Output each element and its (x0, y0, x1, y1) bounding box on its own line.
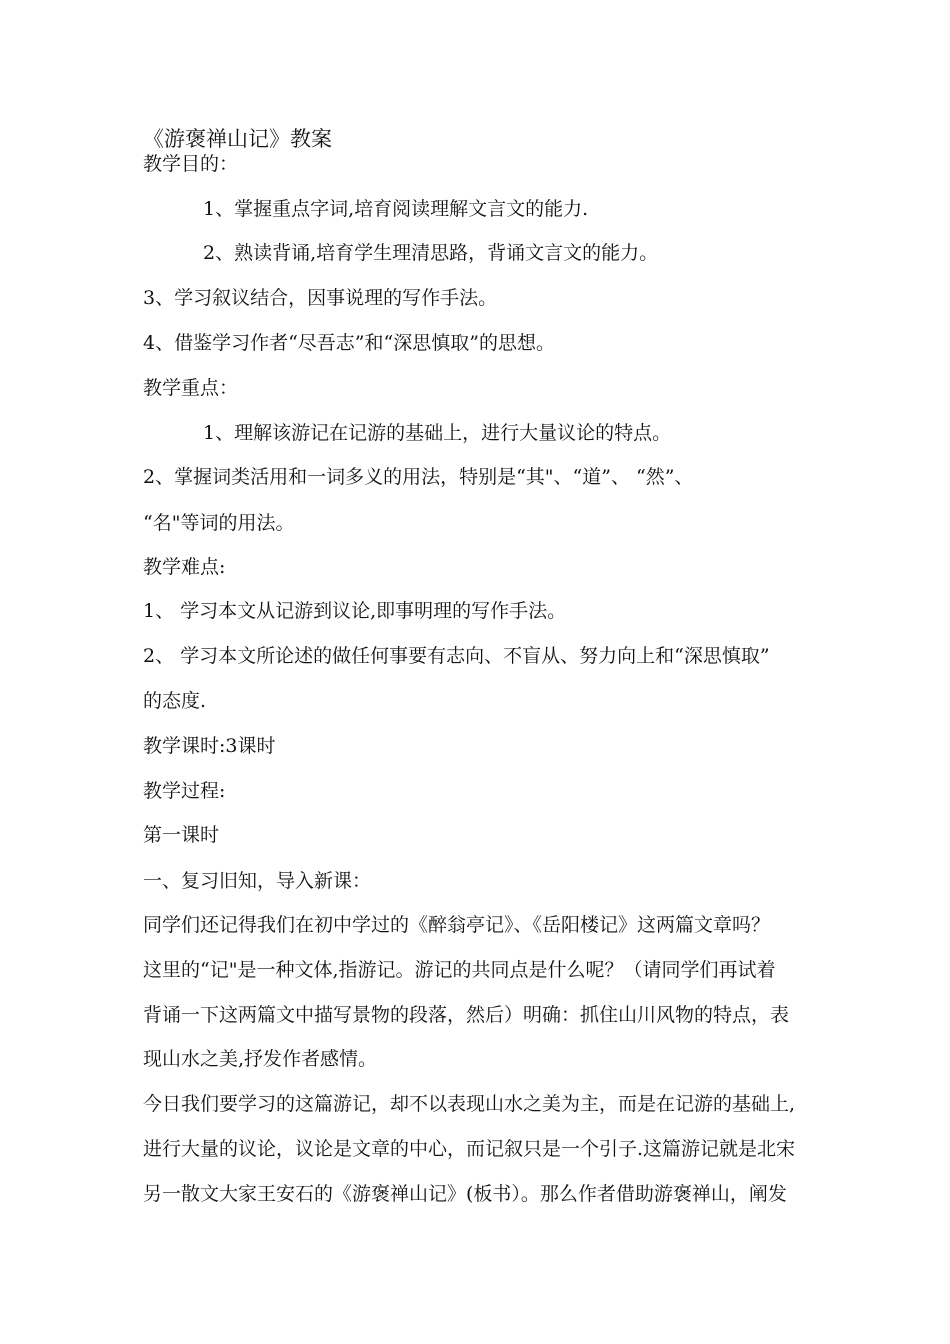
text-line: 背诵一下这两篇文中描写景物的段落，然后）明确：抓住山川风物的特点，表 (143, 1004, 790, 1026)
text-line: 这里的“记"是一种文体,指游记。游记的共同点是什么呢？（请同学们再试着 (143, 959, 776, 981)
section-heading-key-points: 教学重点： (143, 377, 239, 399)
text-line: 教学课时:3课时 (143, 735, 276, 757)
text-line: 2、熟读背诵,培育学生理清思路，背诵文言文的能力。 (203, 242, 659, 264)
text-line: 进行大量的议论，议论是文章的中心，而记叙只是一个引子.这篇游记就是北宋 (143, 1138, 796, 1160)
text-line: 1、 学习本文从记游到议论,即事明理的写作手法。 (143, 600, 567, 622)
text-line: 另一散文大家王安石的《游褒禅山记》(板书）。那么作者借助游褒禅山，阐发 (143, 1183, 787, 1205)
text-line: 2、掌握词类活用和一词多义的用法，特别是“其"、“道”、 “然”、 (143, 466, 694, 488)
text-line: 4、借鉴学习作者“尽吾志”和“深思慎取”的思想。 (143, 332, 555, 354)
section-heading-objectives: 教学目的： (143, 153, 239, 175)
text-line: “名"等词的用法。 (143, 512, 295, 534)
text-line: 1、掌握重点字词,培育阅读理解文言文的能力. (203, 198, 589, 220)
text-line: 同学们还记得我们在初中学过的《醉翁亭记》、《岳阳楼记》这两篇文章吗？ (143, 914, 771, 936)
text-line: 第一课时 (143, 824, 220, 846)
text-line: 2、 学习本文所论述的做任何事要有志向、不盲从、努力向上和“深思慎取” (143, 645, 770, 667)
text-line: 一、复习旧知，导入新课： (143, 870, 372, 892)
text-line: 的态度. (143, 690, 207, 712)
text-line: 1、理解该游记在记游的基础上，进行大量议论的特点。 (203, 422, 672, 444)
document-title: 《游褒禅山记》教案 (143, 127, 332, 151)
section-heading-difficulties: 教学难点: (143, 556, 226, 578)
text-line: 3、学习叙议结合，因事说理的写作手法。 (143, 287, 498, 309)
text-line: 现山水之美,抒发作者感情。 (143, 1048, 378, 1070)
text-line: 今日我们要学习的这篇游记，却不以表现山水之美为主，而是在记游的基础上, (143, 1093, 796, 1115)
section-heading-process: 教学过程: (143, 780, 226, 802)
